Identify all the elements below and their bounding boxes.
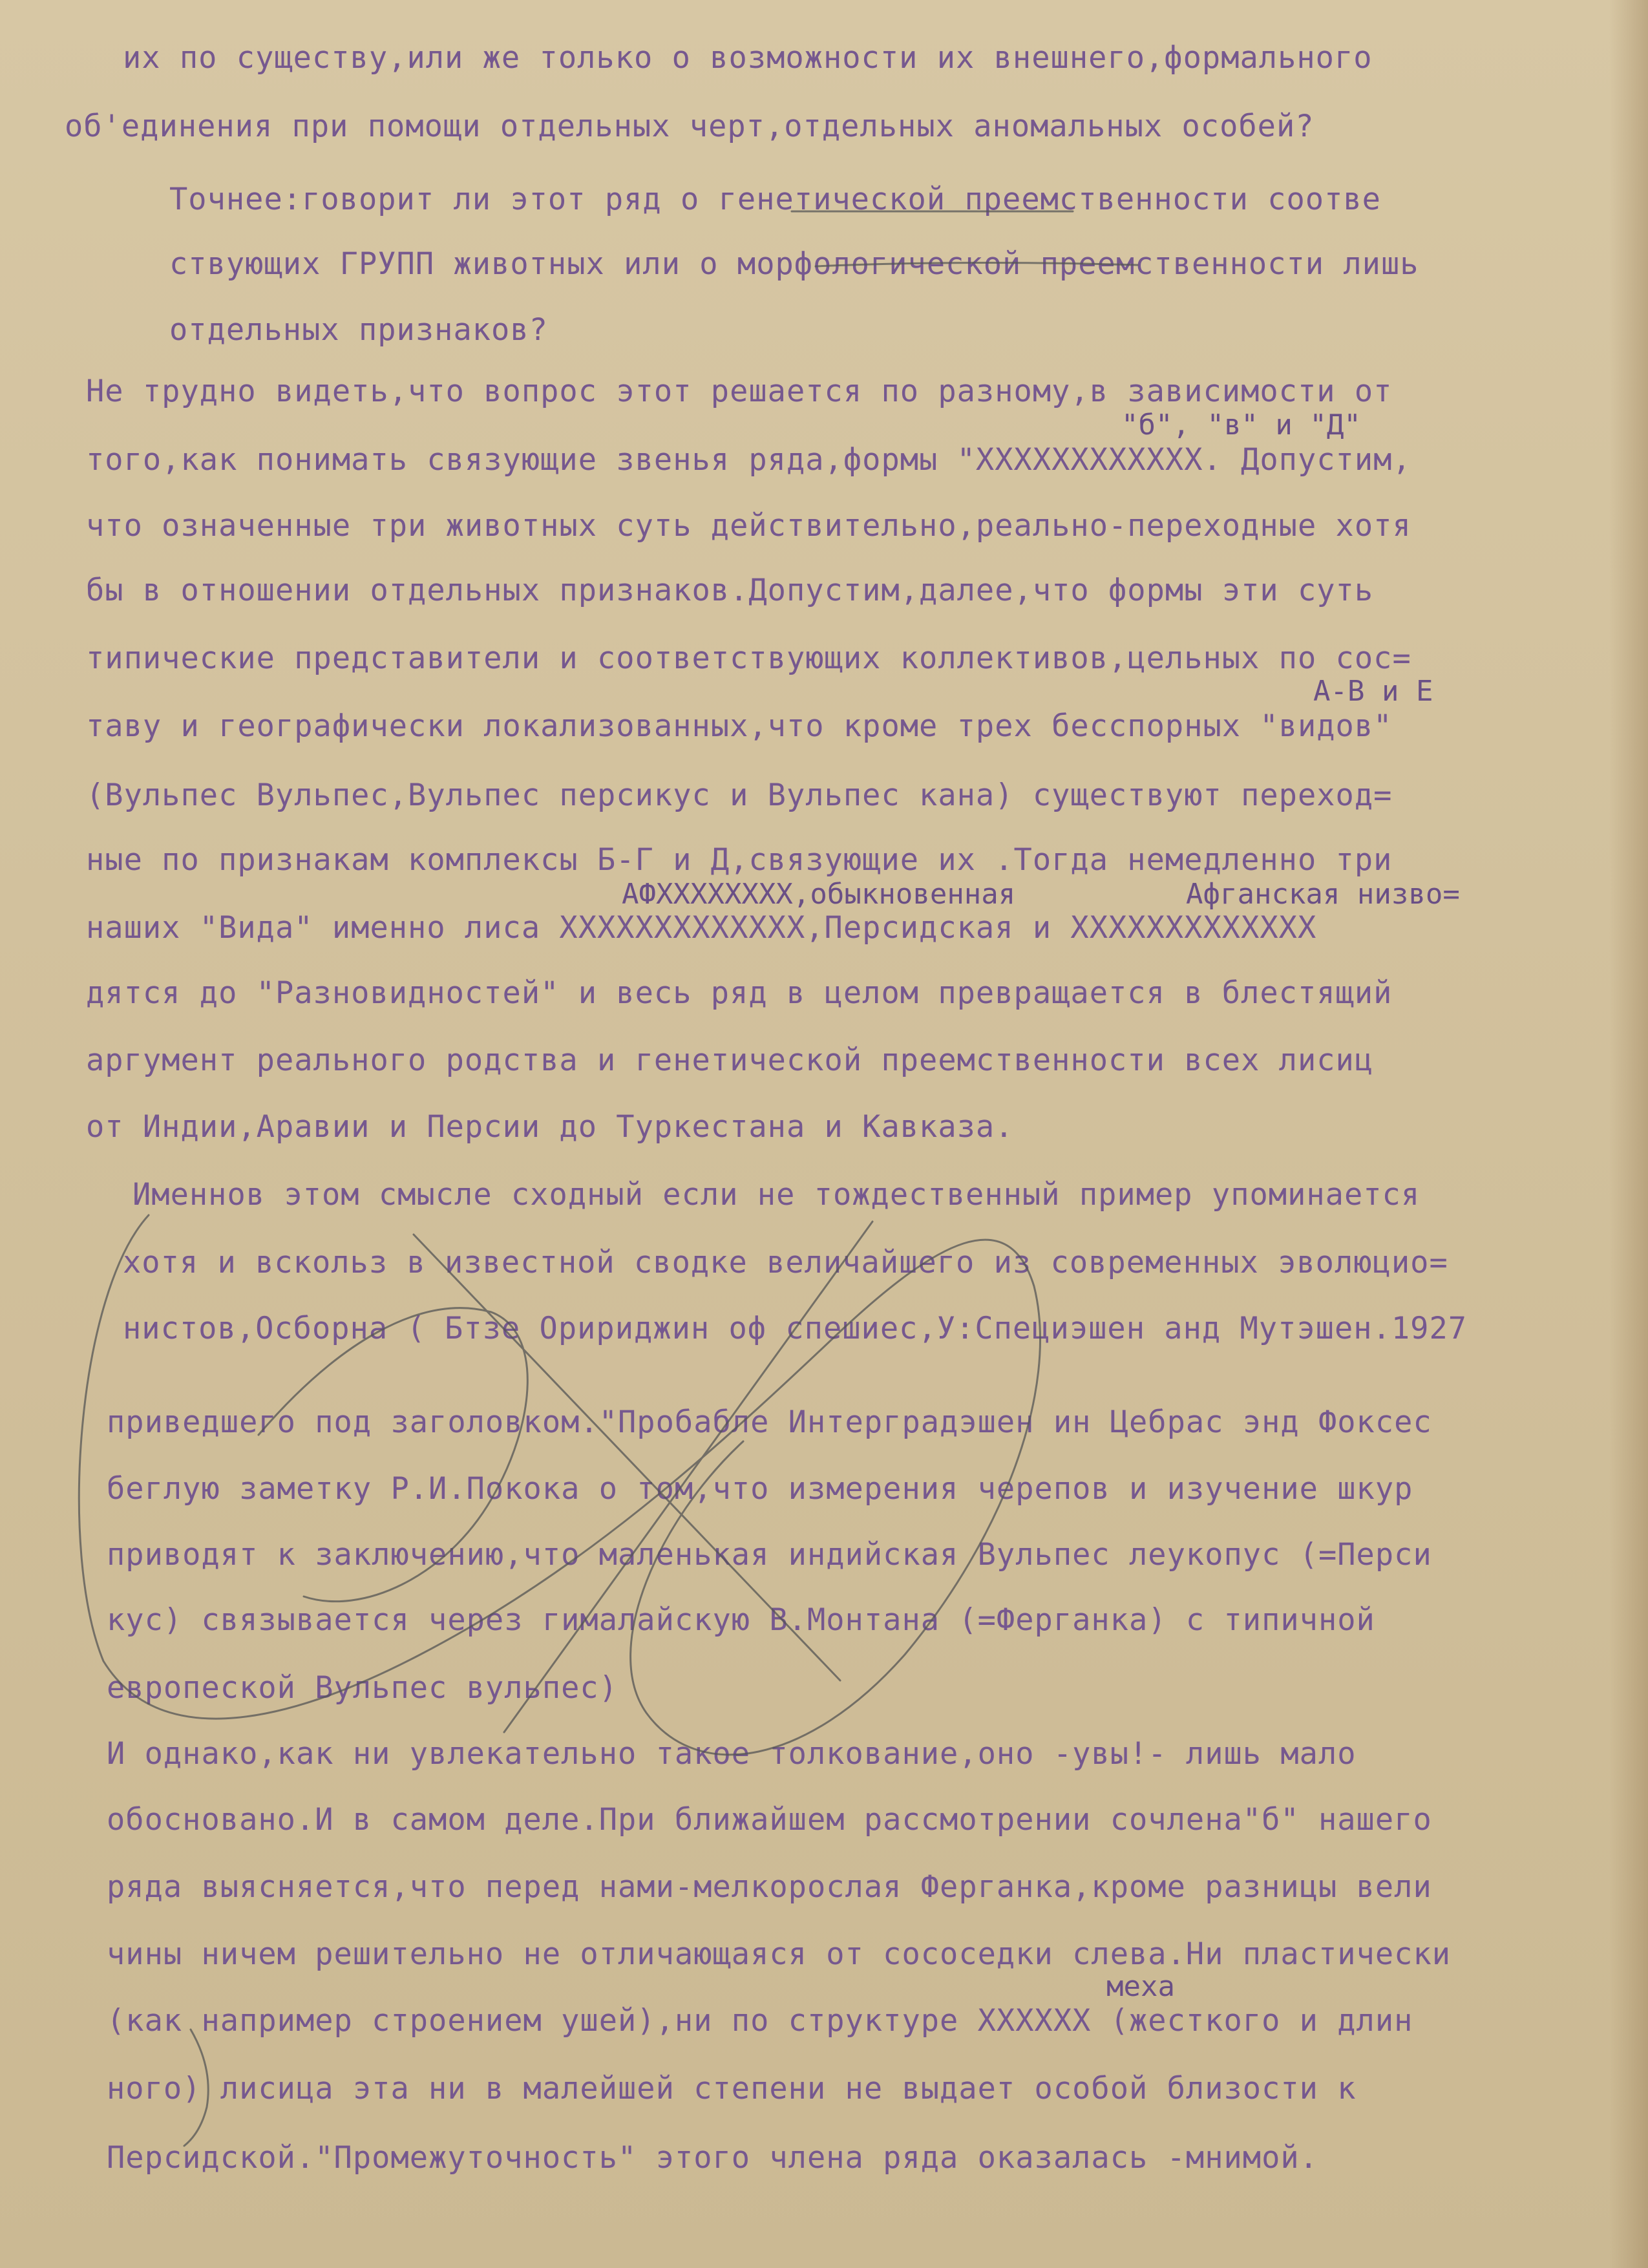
insert-groups: А-В и Е — [1313, 675, 1433, 708]
insert-forms: "б", "в" и "Д" — [1121, 408, 1361, 441]
text-line-2: об'единения при помощи отдельных черт,отдельных аномальных особей? — [65, 109, 1315, 144]
text-line-3: Точнее:говорит ли этот ряд о генетической преемственности соотве — [169, 182, 1381, 217]
text-line-23: приводят к заключению,что маленькая индийская Вульпес леукопус (=Перси — [107, 1537, 1432, 1573]
text-line-4: ствующих ГРУПП животных или о морфологической преемственности лишь — [169, 246, 1419, 282]
text-line-14: наших "Вида" именно лиса ХХХХХХХХХХХХХ,Персидская и ХХХХХХХХХХХХХ — [86, 910, 1317, 946]
text-line-6: Не трудно видеть,что вопрос этот решается по разному,в зависимости от — [86, 374, 1393, 409]
text-line-26: И однако,как ни увлекательно такое толкование,оно -увы!- лишь мало — [107, 1736, 1357, 1772]
text-line-9: бы в отношении отдельных признаков.Допустим,далее,что формы эти суть — [86, 573, 1374, 608]
text-line-19: хотя и вскольз в известной сводке величайшего из современных эволюцио= — [123, 1245, 1448, 1280]
text-line-25: европеской Вульпес вульпес) — [107, 1670, 618, 1706]
text-line-11: таву и географически локализованных,что кроме трех бесспорных "видов" — [86, 708, 1393, 744]
text-line-21: приведшего под заголовком."Пробабле Интерградэшен ин Цебрас энд Фоксес — [107, 1404, 1432, 1440]
text-line-28: ряда выясняется,что перед нами-мелкорослая Ферганка,кроме разницы вели — [107, 1869, 1432, 1905]
text-line-20: нистов,Осборна ( Бтзе Оририджин оф спешиес,У:Специэшен анд Мутэшен.1927 — [123, 1311, 1468, 1346]
text-line-7: того,как понимать связующие звенья ряда,формы "ХХХХХХХХХХХХ. Допустим, — [86, 442, 1411, 478]
text-line-5: отдельных признаков? — [169, 312, 548, 348]
text-line-22: беглую заметку Р.И.Покока о том,что измерения черепов и изучение шкур — [107, 1471, 1413, 1507]
text-line-32: Персидской."Промежуточность" этого члена ряда оказалась -мнимой. — [107, 2140, 1318, 2176]
insert-afghan-ordinary: АФХХХХХХХХ,обыкновенная — [622, 878, 1016, 911]
text-line-13: ные по признакам комплексы Б-Г и Д,связующие их .Тогда немедленно три — [86, 842, 1393, 878]
text-line-1: их по существу,или же только о возможности их внешнего,формального — [123, 40, 1373, 76]
text-line-18: Именнов этом смысле сходный если не тождественный пример упоминается — [132, 1177, 1421, 1213]
text-line-30: (как например строением ушей),ни по структуре ХХХХХХ (жесткого и длин — [107, 2003, 1413, 2039]
text-line-31: ного) лисица эта ни в малейшей степени не выдает особой близости к — [107, 2071, 1357, 2106]
text-line-10: типические представители и соответствующих коллективов,цельных по сос= — [86, 641, 1411, 676]
text-line-17: от Индии,Аравии и Персии до Туркестана и Кавказа. — [86, 1109, 1014, 1145]
insert-afghan-lowland: Афганская низво= — [1186, 878, 1460, 911]
text-line-24: кус) связывается через гималайскую В.Монтана (=Ферганка) с типичной — [107, 1602, 1375, 1638]
text-line-15: дятся до "Разновидностей" и весь ряд в целом превращается в блестящий — [86, 975, 1393, 1011]
text-line-27: обосновано.И в самом деле.При ближайшем рассмотрении сочлена"б" нашего — [107, 1802, 1432, 1838]
paper-edge-shadow — [1609, 0, 1648, 2268]
text-line-8: что означенные три животных суть действительно,реально-переходные хотя — [86, 508, 1411, 544]
text-line-12: (Вульпес Вульпес,Вульпес персикус и Вульпес кана) существуют переход= — [86, 778, 1393, 813]
text-line-29: чины ничем решительно не отличающаяся от сососедки слева.Ни пластически — [107, 1936, 1452, 1972]
text-line-16: аргумент реального родства и генетической преемственности всех лисиц — [86, 1043, 1374, 1078]
insert-fur: меха — [1106, 1970, 1175, 2003]
